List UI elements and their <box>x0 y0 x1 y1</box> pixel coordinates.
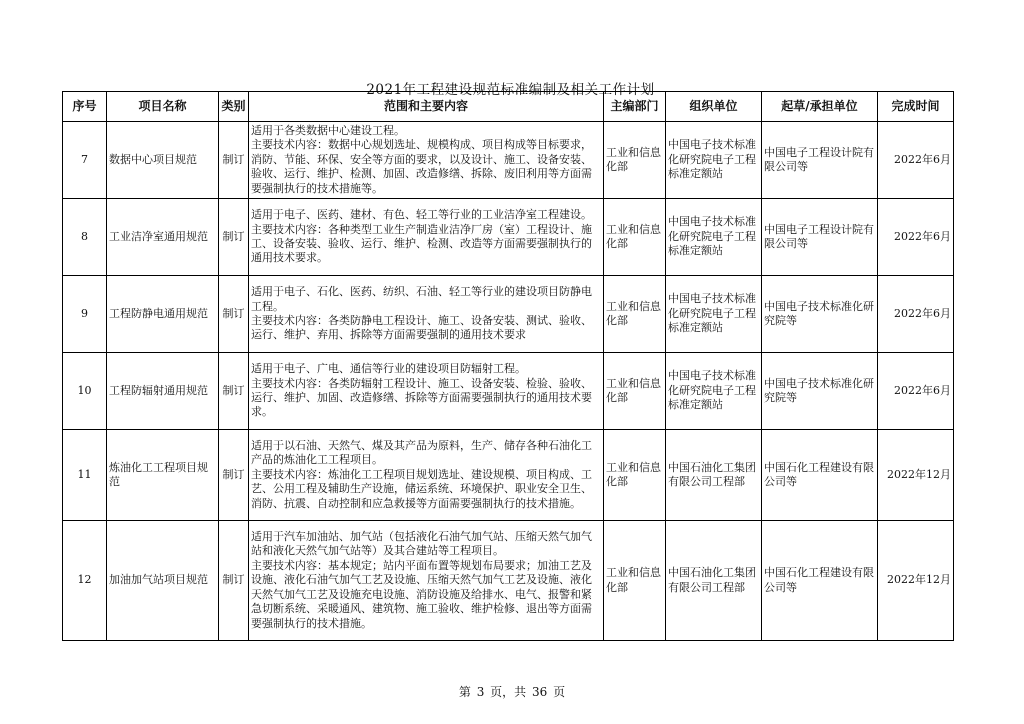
row-scope-content <box>249 122 604 199</box>
scope-text: 适用于电子、医药、建材、有色、轻工等行业的工业洁净室工程建设。 <box>251 208 592 222</box>
row-chief-department: 工业和信息化部 <box>604 430 666 521</box>
scope-text: 适用于电子、石化、医药、纺织、石油、轻工等行业的建设项目防静电工程。 <box>251 285 592 313</box>
row-project-name: 工业洁净室通用规范 <box>107 199 219 276</box>
table-row <box>63 353 954 430</box>
row-project-name: 加油加气站项目规范 <box>107 521 219 641</box>
row-seq: 7 <box>63 122 107 199</box>
header-completion-time: 完成时间 <box>878 92 954 122</box>
row-organizer: 中国石油化工集团有限公司工程部 <box>666 521 762 641</box>
work-plan-table <box>62 91 954 641</box>
header-drafter: 起草/承担单位 <box>762 92 878 122</box>
main-content-text: 主要技术内容：各种类型工业生产制造业洁净厂房（室）工程设计、施工、设备安装、验收、运行、维护、检测、改造等方面需要强制执行的通用技术要求。 <box>251 222 592 265</box>
row-scope-content <box>249 430 604 521</box>
row-organizer: 中国电子技术标准化研究院电子工程标准定额站 <box>666 276 762 353</box>
row-scope-content <box>249 521 604 641</box>
row-drafter: 中国电子技术标准化研究院等 <box>762 353 878 430</box>
row-type: 制订 <box>219 199 249 276</box>
row-completion-time: 2022年6月 <box>878 122 954 199</box>
row-chief-department: 工业和信息化部 <box>604 353 666 430</box>
row-drafter: 中国电子技术标准化研究院等 <box>762 276 878 353</box>
main-content-text: 主要技术内容：基本规定；站内平面布置等规划布局要求；加油工艺及设施、液化石油气加气工艺及设施、压缩天然气加气工艺及设施、液化天然气加气工艺及设施充电设施、消防设施及给排水、电气、报警和紧急切断系统、采暖通风、建筑物、施工验收、维护检修、退出等方面需要强制执行的技术措施。 <box>251 558 592 630</box>
row-chief-department: 工业和信息化部 <box>604 276 666 353</box>
scope-text: 适用于各类数据中心建设工程。 <box>251 123 405 137</box>
row-drafter: 中国石化工程建设有限公司等 <box>762 521 878 641</box>
row-type: 制订 <box>219 430 249 521</box>
row-seq: 8 <box>63 199 107 276</box>
row-completion-time: 2022年12月 <box>878 430 954 521</box>
header-scope-content: 范围和主要内容 <box>249 92 604 122</box>
row-organizer: 中国石油化工集团有限公司工程部 <box>666 430 762 521</box>
row-project-name: 工程防辐射通用规范 <box>107 353 219 430</box>
header-organizer: 组织单位 <box>666 92 762 122</box>
row-scope-content <box>249 353 604 430</box>
row-chief-department: 工业和信息化部 <box>604 122 666 199</box>
row-type: 制订 <box>219 353 249 430</box>
row-type: 制订 <box>219 276 249 353</box>
table-row <box>63 122 954 199</box>
row-organizer: 中国电子技术标准化研究院电子工程标准定额站 <box>666 122 762 199</box>
scope-text: 适用于汽车加油站、加气站（包括液化石油气加气站、压缩天然气加气站和液化天然气加气站等）及其合建站等工程项目。 <box>251 530 592 558</box>
row-project-name: 工程防静电通用规范 <box>107 276 219 353</box>
header-type: 类别 <box>219 92 249 122</box>
row-project-name: 炼油化工工程项目规范 <box>107 430 219 521</box>
row-chief-department: 工业和信息化部 <box>604 199 666 276</box>
row-seq: 11 <box>63 430 107 521</box>
document-title: 2021年工程建设规范标准编制及相关工作计划 <box>366 82 655 98</box>
row-organizer: 中国电子技术标准化研究院电子工程标准定额站 <box>666 353 762 430</box>
header-project-name: 项目名称 <box>107 92 219 122</box>
main-content-text: 主要技术内容：各类防辐射工程设计、施工、设备安装、检验、验收、运行、维护、加固、改造修缮、拆除等方面需要强制执行的通用技术要求。 <box>251 376 592 419</box>
row-completion-time: 2022年6月 <box>878 353 954 430</box>
scope-text: 适用于电子、广电、通信等行业的建设项目防辐射工程。 <box>251 362 526 376</box>
row-scope-content <box>249 199 604 276</box>
row-type: 制订 <box>219 122 249 199</box>
main-content-text: 主要技术内容：各类防静电工程设计、施工、设备安装、测试、验收、运行、维护、弃用、拆除等方面需要强制的通用技术要求 <box>251 314 592 342</box>
row-completion-time: 2022年6月 <box>878 276 954 353</box>
row-completion-time: 2022年12月 <box>878 521 954 641</box>
row-type: 制订 <box>219 521 249 641</box>
header-chief-department: 主编部门 <box>604 92 666 122</box>
row-completion-time: 2022年6月 <box>878 199 954 276</box>
row-chief-department: 工业和信息化部 <box>604 521 666 641</box>
row-scope-content <box>249 276 604 353</box>
table-header-row <box>63 92 954 122</box>
table-row <box>63 199 954 276</box>
row-seq: 10 <box>63 353 107 430</box>
row-drafter: 中国电子工程设计院有限公司等 <box>762 122 878 199</box>
row-drafter: 中国电子工程设计院有限公司等 <box>762 199 878 276</box>
header-seq: 序号 <box>63 92 107 122</box>
row-organizer: 中国电子技术标准化研究院电子工程标准定额站 <box>666 199 762 276</box>
table-row <box>63 276 954 353</box>
table-row <box>63 430 954 521</box>
main-content-text: 主要技术内容：炼油化工工程项目规划选址、建设规模、项目构成、工艺、公用工程及辅助生产设施，储运系统、环境保护、职业安全卫生、消防、抗震、自动控制和应急救援等方面需要强制执行的技术措施。 <box>251 467 592 510</box>
row-seq: 9 <box>63 276 107 353</box>
row-seq: 12 <box>63 521 107 641</box>
row-project-name: 数据中心项目规范 <box>107 122 219 199</box>
scope-text: 适用于以石油、天然气、煤及其产品为原料，生产、储存各种石油化工产品的炼油化工工程项目。 <box>251 438 592 467</box>
row-drafter: 中国石化工程建设有限公司等 <box>762 430 878 521</box>
main-content-text: 主要技术内容：数据中心规划选址、规模构成、项目构成等目标要求，消防、节能、环保、安全等方面的要求，以及设计、施工、设备安装、验收、运行、维护、检测、加固、改造修缮、拆除、废旧利用等方面需要强制执行的技术措施等。 <box>251 138 592 195</box>
page-number-footer: 第 3 页，共 36 页 <box>458 685 566 699</box>
table-row <box>63 521 954 641</box>
